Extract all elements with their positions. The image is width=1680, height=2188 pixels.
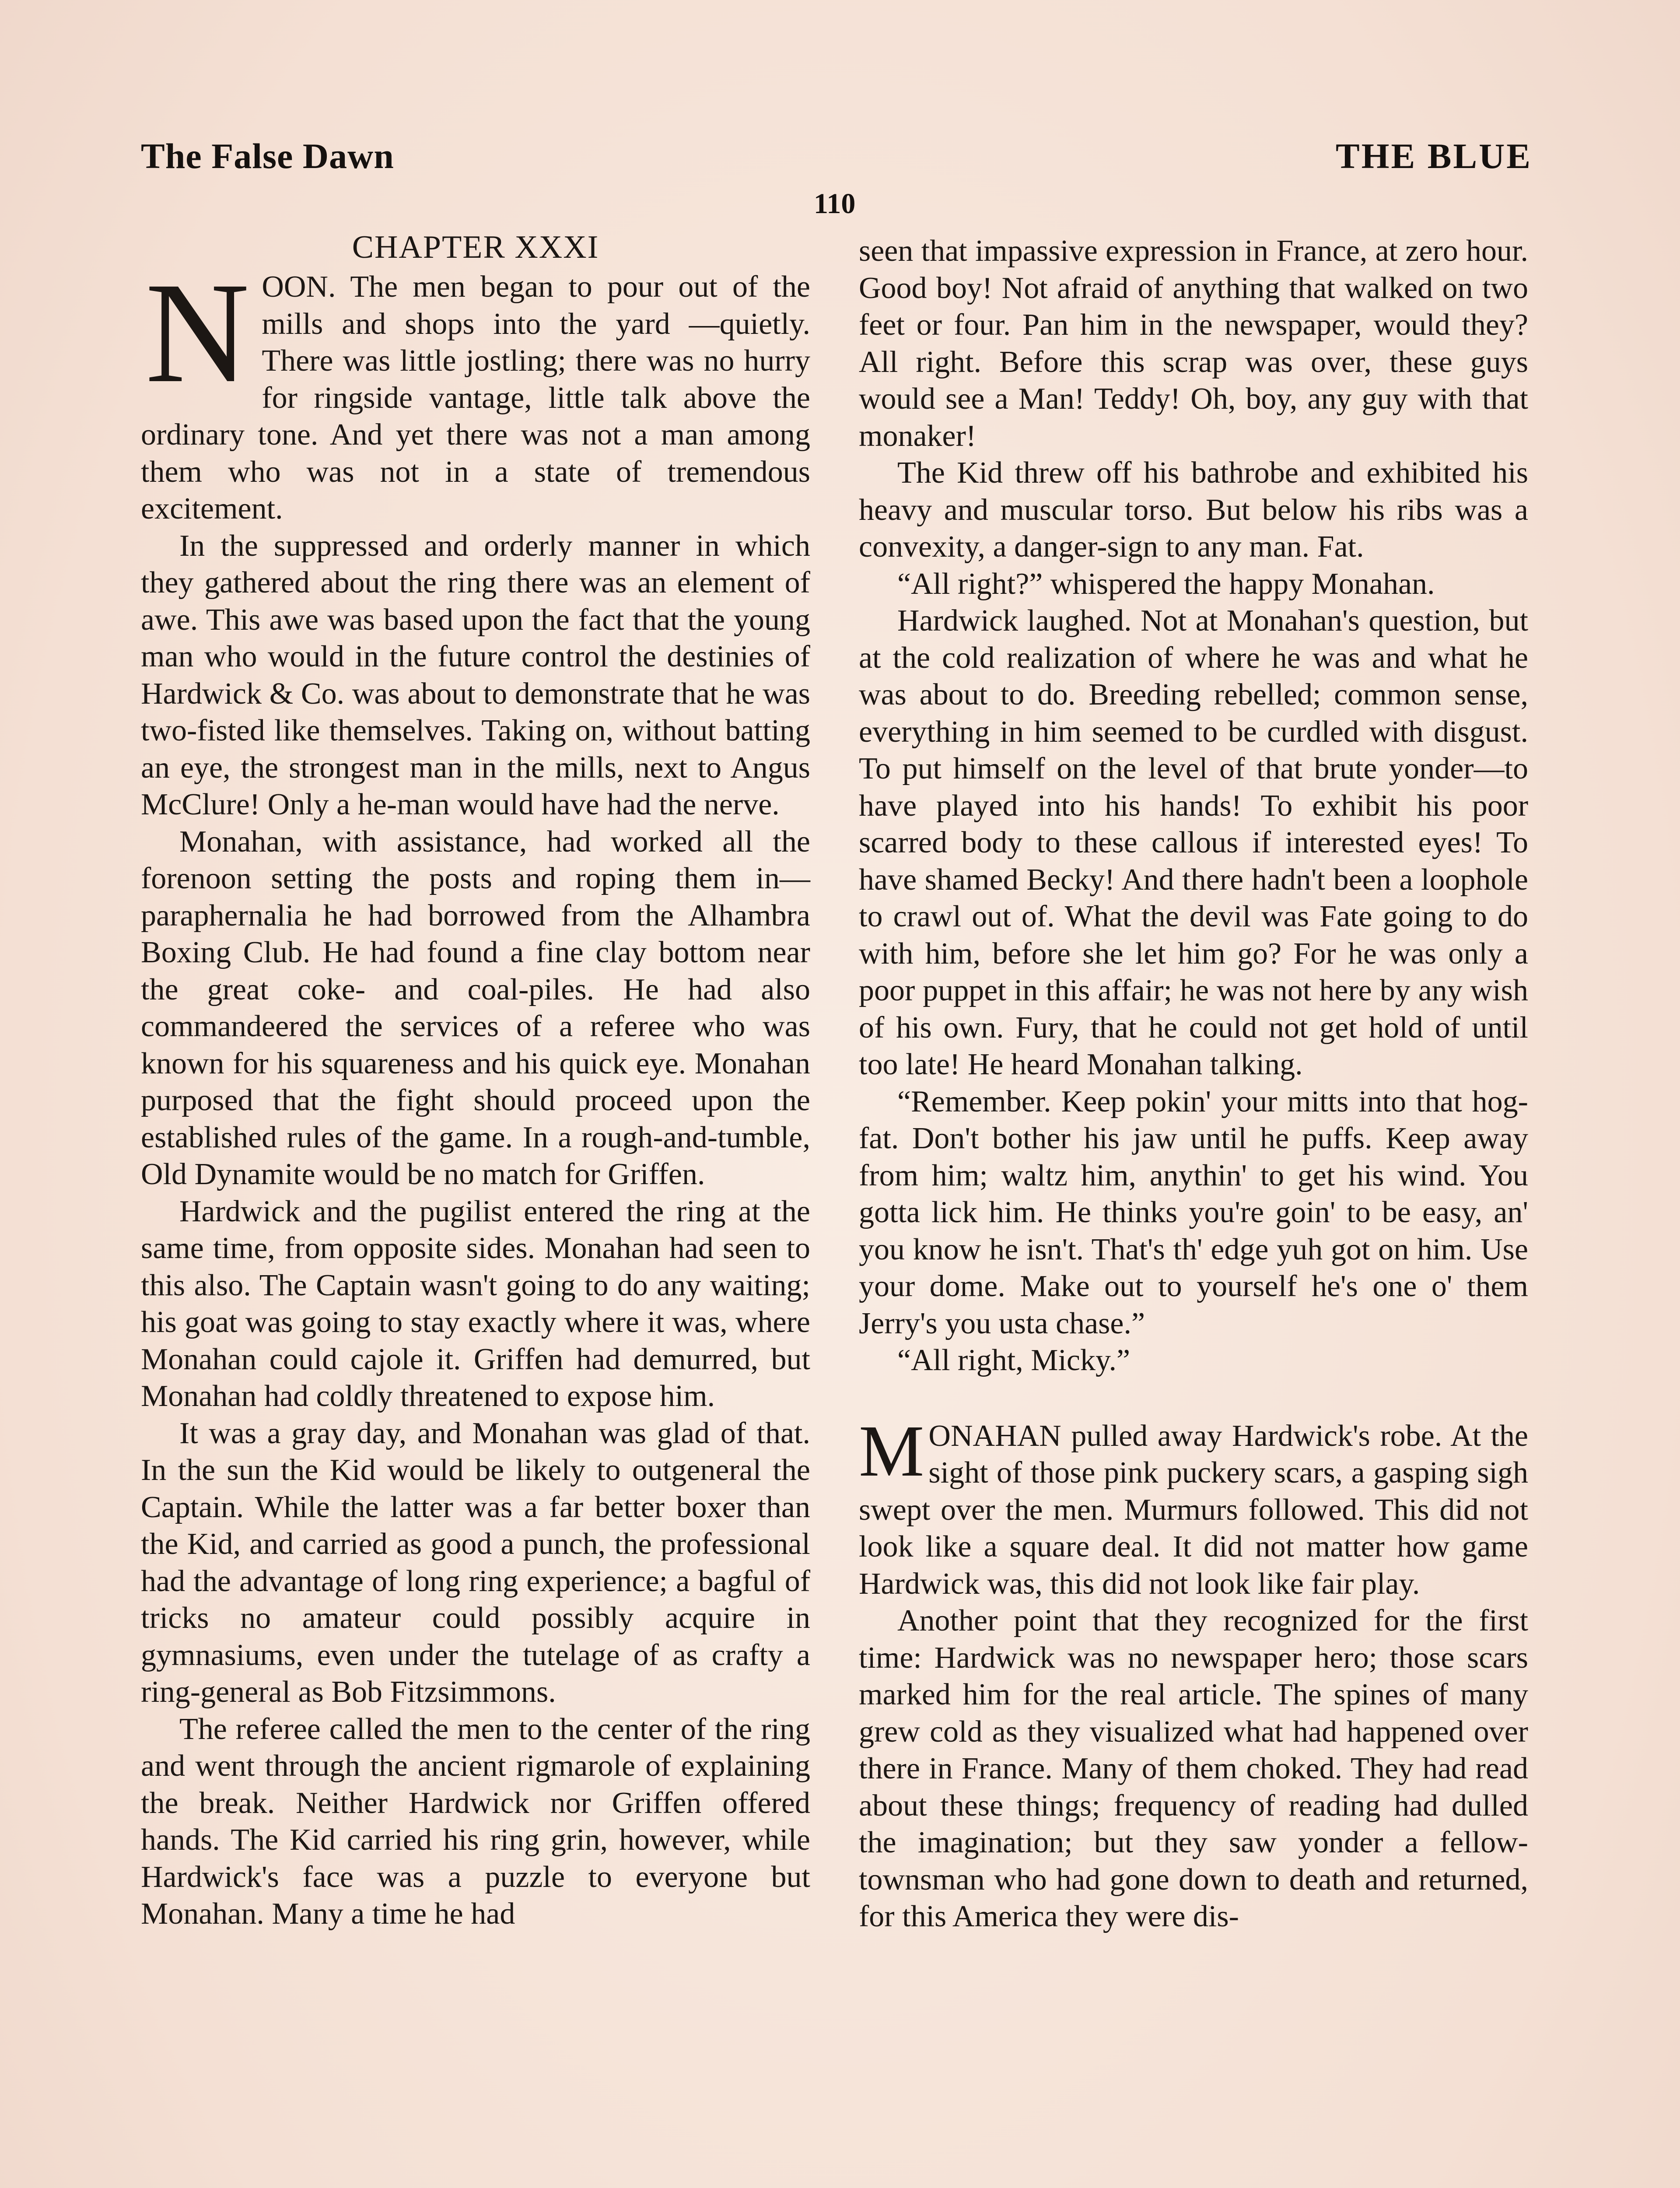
right-column: [859, 233, 1528, 1936]
section-break: [859, 1379, 1528, 1418]
paragraph: The referee called the men to the center of the ring and went through the ancient rigmarole of explaining the break. Neither Hardwick nor Griffen offered hands. The Kid carried his ring grin, however, while Hardwick's face was a puzzle to everyone but Monahan. Many a time he had: [141, 1712, 810, 1931]
running-title: The False Dawn: [141, 136, 394, 176]
paragraph: It was a gray day, and Monahan was glad of that. In the sun the Kid would be likely to outgeneral the Captain. While the latter was a far better boxer than the Kid, and carried as good a punch, the professional had the advantage of long ring experience; a bagful of tricks no amateur could possibly acquire in gymnasiums, even under the tutelage of as crafty a ring-general as Bob Fitzsimmons.: [141, 1416, 810, 1709]
section-opening-paragraph: [859, 1410, 1528, 1603]
chapter-heading: CHAPTER XXXI: [352, 229, 599, 265]
paragraph: Hardwick laughed. Not at Monahan's question, but at the cold realization of where he was and what he was about to do. Breeding rebelled; common sense, everything in him seemed to be curdled with disgust. To put himself on the level of that brute yonder—to have played into his hands! To exhibit his poor scarred body to these callous if interested eyes! To have shamed Becky! And there hadn't been a loophole to crawl out of. What the devil was Fate going to do with him, before she let him go? For he was only a poor puppet in this affair; he was not here by any wish of his own. Fury, that he could not get hold of until too late! He heard Monahan talking.: [859, 604, 1528, 1081]
opening-paragraph: [141, 253, 810, 528]
page-number: 110: [814, 188, 856, 220]
paragraph: Monahan, with assistance, had worked all the forenoon setting the posts and roping them in—paraphernalia he had borrowed from the Alhambra Boxing Club. He had found a fine clay bottom near the great coke- and coal-piles. He had also commandeered the services of a referee who was known for his squareness and his quick eye. Monahan purposed that the fight should proceed upon the established rules of the game. In a rough-and-tumble, Old Dynamite would be no match for Griffen.: [141, 824, 810, 1191]
paragraph: The Kid threw off his bathrobe and exhibited his heavy and muscular torso. But below his ribs was a convexity, a danger-sign to any man. Fat.: [859, 456, 1528, 564]
paragraph: Another point that they recognized for the first time: Hardwick was no newspaper hero; those scars marked him for the real article. The spines of many grew cold as they visualized what had happened over there in France. Many of them choked. They had read about these things; frequency of reading had dulled the imagination; but they saw yonder a fellow-townsman who had gone down to death and returned, for this America they were dis-: [859, 1604, 1528, 1933]
magazine-name: THE BLUE: [1336, 136, 1532, 176]
paragraph-text: ONAHAN pulled away Hardwick's robe. At the sight of those pink puckery scars, a gasping sigh swept over the men. Murmurs followed. This did not look like a square deal. It did not matter how game Hardwick was, this did not look like fair play.: [859, 1419, 1528, 1601]
paragraph: In the suppressed and orderly manner in which they gathered about the ring there was an element of awe. This awe was based upon the fact that the young man who would in the future control the destinies of Hardwick & Co. was about to demonstrate that he was two-fisted like themselves. Taking on, without batting an eye, the strongest man in the mills, next to Angus McClure! Only a he-man would have had the nerve.: [141, 529, 810, 821]
paragraph: “All right?” whispered the happy Monahan.: [897, 567, 1435, 601]
paragraph: “All right, Micky.”: [897, 1343, 1130, 1377]
left-column: [141, 228, 810, 1933]
continued-paragraph: seen that impassive expression in France, at zero hour. Good boy! Not afraid of anything that walked on two feet or four. Pan him in the newspaper, would they? All right. Before this scrap was over, these guys would see a Man! Teddy! Oh, boy, any guy with that monaker!: [859, 234, 1528, 453]
paragraph: Hardwick and the pugilist entered the ring at the same time, from opposite sides. Monahan had seen to this also. The Captain wasn't going to do any waiting; his goat was going to stay exactly where it was, where Monahan could cajole it. Griffen had demurred, but Monahan had coldly threatened to expose him.: [141, 1194, 810, 1413]
drop-cap: M: [859, 1410, 924, 1492]
drop-cap: N: [145, 253, 250, 413]
paragraph: “Remember. Keep pokin' your mitts into that hog-fat. Don't bother his jaw until he puffs. Keep away from him; waltz him, anythin' to get his wind. You gotta lick him. He thinks you're goin' to be easy, an' you know he isn't. That's th' edge yuh got on him. Use your dome. Make out to yourself he's one o' them Jerry's you usta chase.”: [859, 1084, 1528, 1340]
paragraph-text: OON. The men began to pour out of the mills and shops into the yard —quietly. There was little jostling; there was no hurry for ringside vantage, little talk above the ordinary tone. And yet there was not a man among them who was not in a state of tremendous excitement.: [141, 270, 810, 526]
